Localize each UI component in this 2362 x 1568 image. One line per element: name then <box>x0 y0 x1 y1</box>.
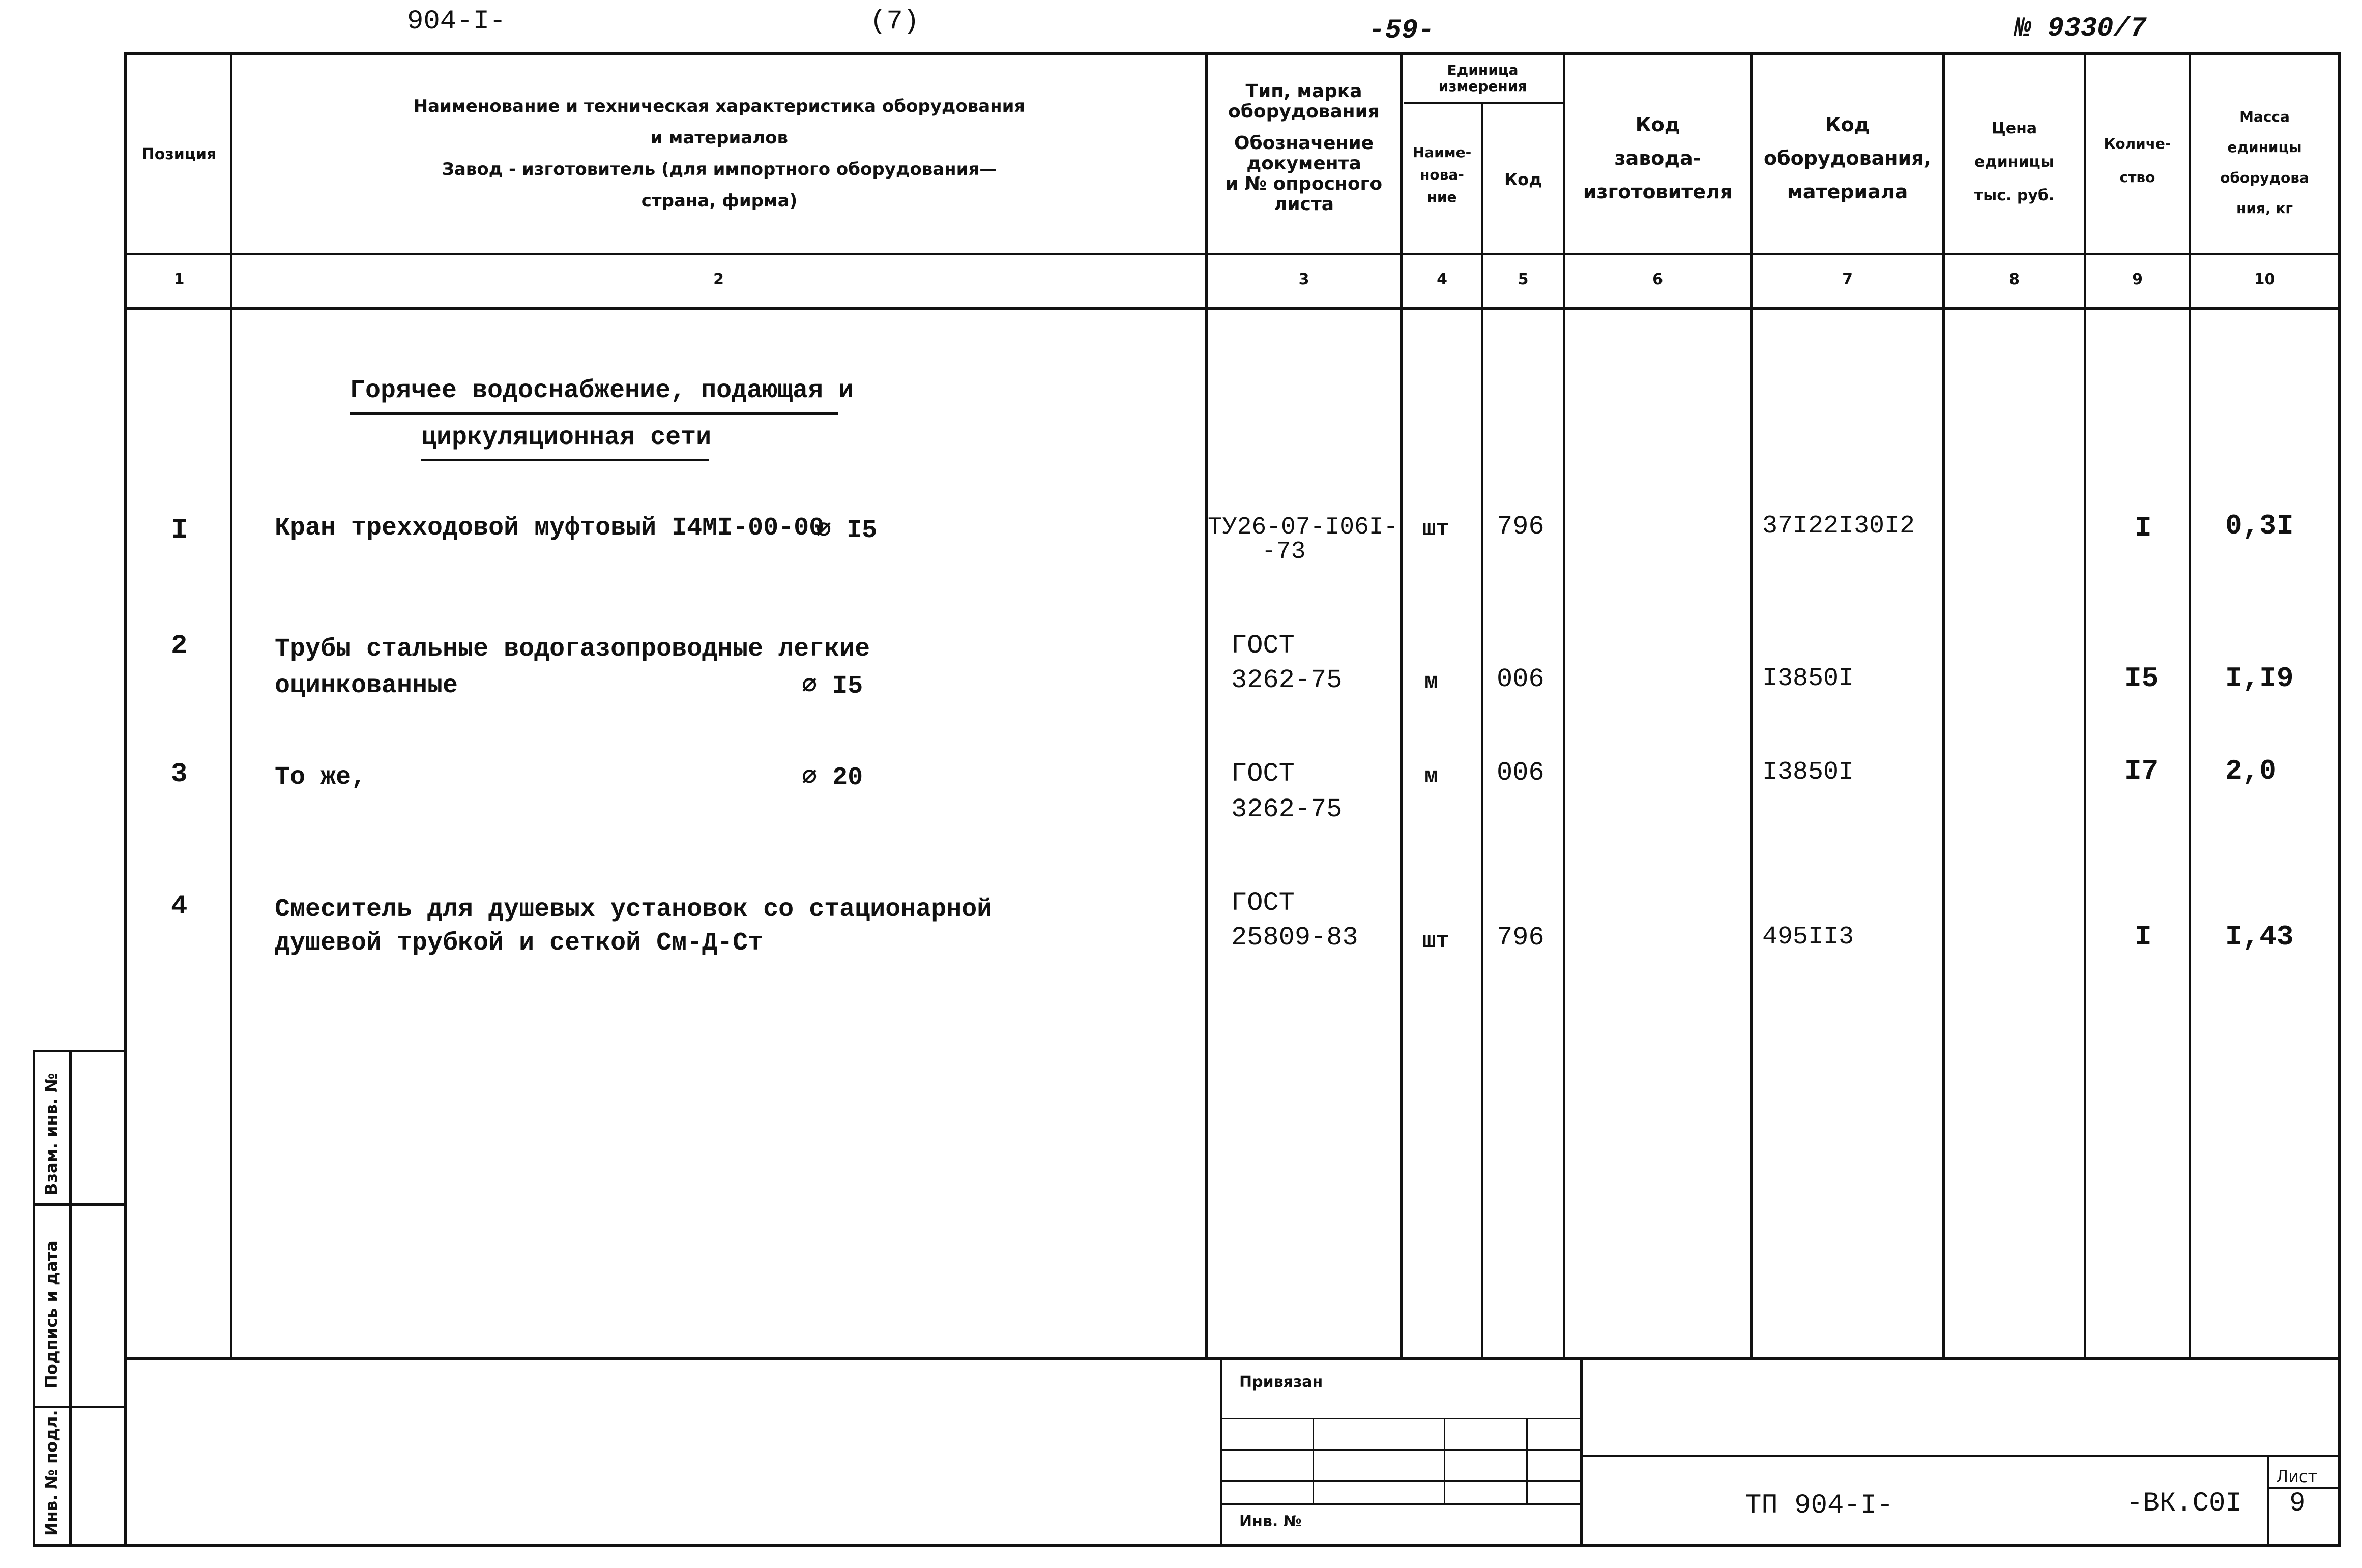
row4-unit-code: 796 <box>1497 923 1544 953</box>
stamp-vert-3 <box>1526 1419 1528 1503</box>
hdr-mass-l3: оборудова <box>2220 169 2309 186</box>
row2-quantity: I5 <box>2124 662 2159 695</box>
hdr-type-l3: Обозначение <box>1234 133 1374 154</box>
hdr-mass-l2: единицы <box>2227 139 2302 156</box>
side-strip-outer <box>33 1050 35 1547</box>
hdr-type <box>1208 81 1400 215</box>
row2-position: 2 <box>171 631 188 662</box>
side-label-replace-inv: Взам. инв. № <box>42 1073 61 1195</box>
hdr-unit-l2: измерения <box>1438 78 1527 95</box>
hdr-quantity <box>2086 127 2189 194</box>
col-sep-6 <box>1750 55 1753 1359</box>
title-block-line <box>1582 1455 2339 1457</box>
hdr-unit-name-l2: нова- <box>1420 166 1464 183</box>
stamp-inv-number: Инв. № <box>1239 1513 1302 1530</box>
colnum-3: 3 <box>1298 271 1309 288</box>
hdr-price-l1: Цена <box>1991 120 2037 137</box>
row3-name: То же, <box>275 763 367 792</box>
header-bottom-line <box>126 253 2339 255</box>
side-strip-sep-1 <box>33 1203 126 1206</box>
colnum-5: 5 <box>1518 271 1529 288</box>
colnum-8: 8 <box>2009 271 2020 288</box>
colnum-4: 4 <box>1437 271 1447 288</box>
col-sep-7 <box>1942 55 1945 1359</box>
row4-unit: шт <box>1422 929 1449 954</box>
hdr-price-l3: тыс. руб. <box>1974 187 2055 204</box>
section-title-line1: Горячее водоснабжение, подающая и <box>350 376 854 405</box>
row1-material-code: 37I22I30I2 <box>1762 512 1915 541</box>
col-sep-3 <box>1400 55 1403 1359</box>
row1-diameter: ⌀ I5 <box>816 516 878 545</box>
row3-mass: 2,0 <box>2225 755 2277 787</box>
stamp-privyazan: Привязан <box>1239 1373 1323 1391</box>
row4-type-1: ГОСТ <box>1231 888 1295 918</box>
row3-unit: м <box>1424 764 1438 789</box>
side-label-inv-original: Инв. № подл. <box>42 1410 61 1536</box>
frame-right-line <box>2338 52 2341 1547</box>
row4-name-1: Смеситель для душевых установок со стационарной <box>275 895 993 924</box>
row3-type-2: 3262-75 <box>1231 794 1343 824</box>
hdr-plant-code-l2: завода- <box>1614 147 1701 169</box>
hdr-unit-name-l3: ние <box>1427 189 1457 205</box>
hdr-mass <box>2191 102 2338 224</box>
hdr-type-l1: Тип, марка <box>1245 81 1362 102</box>
section-title-line2: циркуляционная сети <box>421 423 712 452</box>
side-strip-sep-2 <box>33 1406 126 1408</box>
row1-type-2: -73 <box>1262 538 1306 566</box>
col-sep-1 <box>230 55 232 1359</box>
page-number: -59- <box>1368 15 1435 46</box>
colnum-7: 7 <box>1842 271 1853 288</box>
row2-name-2: оцинкованные <box>275 671 458 700</box>
hdr-position: Позиция <box>141 145 217 163</box>
colnum-9: 9 <box>2132 271 2143 288</box>
row4-position: 4 <box>171 891 188 922</box>
hdr-name-l1: Наименование и техническая характеристика оборудования <box>413 96 1026 116</box>
row2-unit: м <box>1424 669 1438 695</box>
hdr-unit <box>1403 62 1563 95</box>
row2-name-1: Трубы стальные водогазопроводные легкие <box>275 635 870 664</box>
stamp-cell-left <box>1220 1360 1222 1545</box>
row3-unit-code: 006 <box>1497 758 1544 788</box>
sheet-label: Лист <box>2276 1467 2318 1486</box>
hdr-price-l2: единицы <box>1974 153 2054 171</box>
row3-type-1: ГОСТ <box>1231 759 1295 789</box>
stamp-row-2 <box>1220 1449 1582 1451</box>
colnum-2: 2 <box>713 271 724 288</box>
row2-material-code: I3850I <box>1762 664 1854 693</box>
hdr-material-code-l2: оборудования, <box>1764 147 1931 169</box>
sheet-cell-left <box>2267 1455 2269 1545</box>
hdr-unit-name-l1: Наиме- <box>1412 144 1472 161</box>
hdr-quantity-l2: ство <box>2119 169 2155 186</box>
doc-code-top: 904-I- <box>407 6 506 37</box>
side-strip-top <box>33 1050 126 1052</box>
hdr-mass-l1: Масса <box>2239 108 2290 125</box>
col-sep-8 <box>2084 55 2086 1359</box>
hdr-type-l4: документа <box>1246 153 1361 174</box>
side-strip-divider <box>69 1050 72 1547</box>
stamp-vert-2 <box>1444 1419 1445 1503</box>
row3-quantity: I7 <box>2124 755 2159 787</box>
doc-designation-right: -ВК.С0I <box>2126 1488 2242 1519</box>
hdr-type-l2: оборудования <box>1228 101 1380 122</box>
colnum-bottom-line <box>126 307 2339 310</box>
col-sep-2 <box>1205 55 1208 1359</box>
stamp-cell-right <box>1580 1360 1583 1545</box>
stamp-row-4 <box>1220 1503 1582 1505</box>
row4-name-2: душевой трубкой и сеткой См-Д-Ст <box>275 929 764 958</box>
row4-mass: I,43 <box>2225 921 2294 953</box>
frame-top-line <box>126 52 2340 55</box>
hdr-plant-code <box>1565 108 1750 209</box>
row4-material-code: 495II3 <box>1762 923 1854 952</box>
side-label-signature-date: Подпись и дата <box>42 1240 61 1388</box>
stamp-row-3 <box>1220 1480 1582 1482</box>
hdr-name-l3: Завод - изготовитель (для импортного оборудования— <box>442 159 997 180</box>
row3-diameter: ⌀ 20 <box>802 763 863 792</box>
hdr-price <box>1945 112 2084 213</box>
row1-quantity: I <box>2135 512 2152 544</box>
col-sep-9 <box>2189 55 2191 1359</box>
archive-number: № 9330/7 <box>2015 13 2147 44</box>
colnum-1: 1 <box>173 271 185 288</box>
row1-unit: шт <box>1422 517 1449 542</box>
hdr-unit-name <box>1403 141 1481 209</box>
row2-unit-code: 006 <box>1497 664 1544 694</box>
row1-type-1: ТУ26-07-I06I- <box>1208 514 1398 541</box>
row1-name: Кран трехходовой муфтовый I4МI-00-00 <box>275 514 825 543</box>
row2-type-1: ГОСТ <box>1231 631 1295 661</box>
row2-mass: I,I9 <box>2225 662 2294 695</box>
colnum-6: 6 <box>1652 271 1663 288</box>
part-number: (7) <box>870 6 920 37</box>
row3-position: 3 <box>171 759 188 790</box>
hdr-unit-l1: Единица <box>1447 62 1519 78</box>
row2-diameter: ⌀ I5 <box>802 672 863 701</box>
row2-type-2: 3262-75 <box>1231 665 1343 695</box>
stamp-vert-1 <box>1313 1419 1314 1503</box>
hdr-plant-code-l1: Код <box>1635 113 1680 136</box>
hdr-material-code-l1: Код <box>1825 113 1870 136</box>
hdr-type-l6: листа <box>1273 194 1334 215</box>
row1-position: I <box>171 514 188 546</box>
stamp-top-line <box>126 1357 2339 1360</box>
frame-left-line <box>124 52 127 1547</box>
hdr-material-code <box>1753 108 1942 209</box>
hdr-name-l2: и материалов <box>650 128 789 148</box>
frame-bottom-line <box>33 1544 2340 1547</box>
section-underline-2 <box>421 459 709 461</box>
row1-unit-code: 796 <box>1497 512 1544 542</box>
hdr-plant-code-l3: изготовителя <box>1583 181 1733 203</box>
col-sep-4 <box>1481 102 1483 1359</box>
col-sep-5 <box>1563 55 1565 1359</box>
hdr-material-code-l3: материала <box>1787 181 1908 203</box>
section-underline-1 <box>350 412 838 415</box>
hdr-name-l4: страна, фирма) <box>641 191 798 211</box>
unit-header-line <box>1404 102 1563 104</box>
row3-material-code: I3850I <box>1762 758 1854 787</box>
hdr-mass-l4: ния, кг <box>2236 200 2293 217</box>
hdr-name <box>234 91 1205 217</box>
stamp-row-1 <box>1220 1418 1582 1419</box>
colnum-10: 10 <box>2254 271 2276 288</box>
doc-designation-left: ТП 904-I- <box>1745 1490 1893 1521</box>
row1-mass: 0,3I <box>2225 510 2294 542</box>
hdr-unit-code: Код <box>1504 170 1542 189</box>
sheet-number: 9 <box>2289 1488 2306 1519</box>
hdr-quantity-l1: Количе- <box>2104 135 2171 152</box>
row4-type-2: 25809-83 <box>1231 923 1358 953</box>
row4-quantity: I <box>2135 921 2152 953</box>
hdr-type-l5: и № опросного <box>1225 173 1383 194</box>
